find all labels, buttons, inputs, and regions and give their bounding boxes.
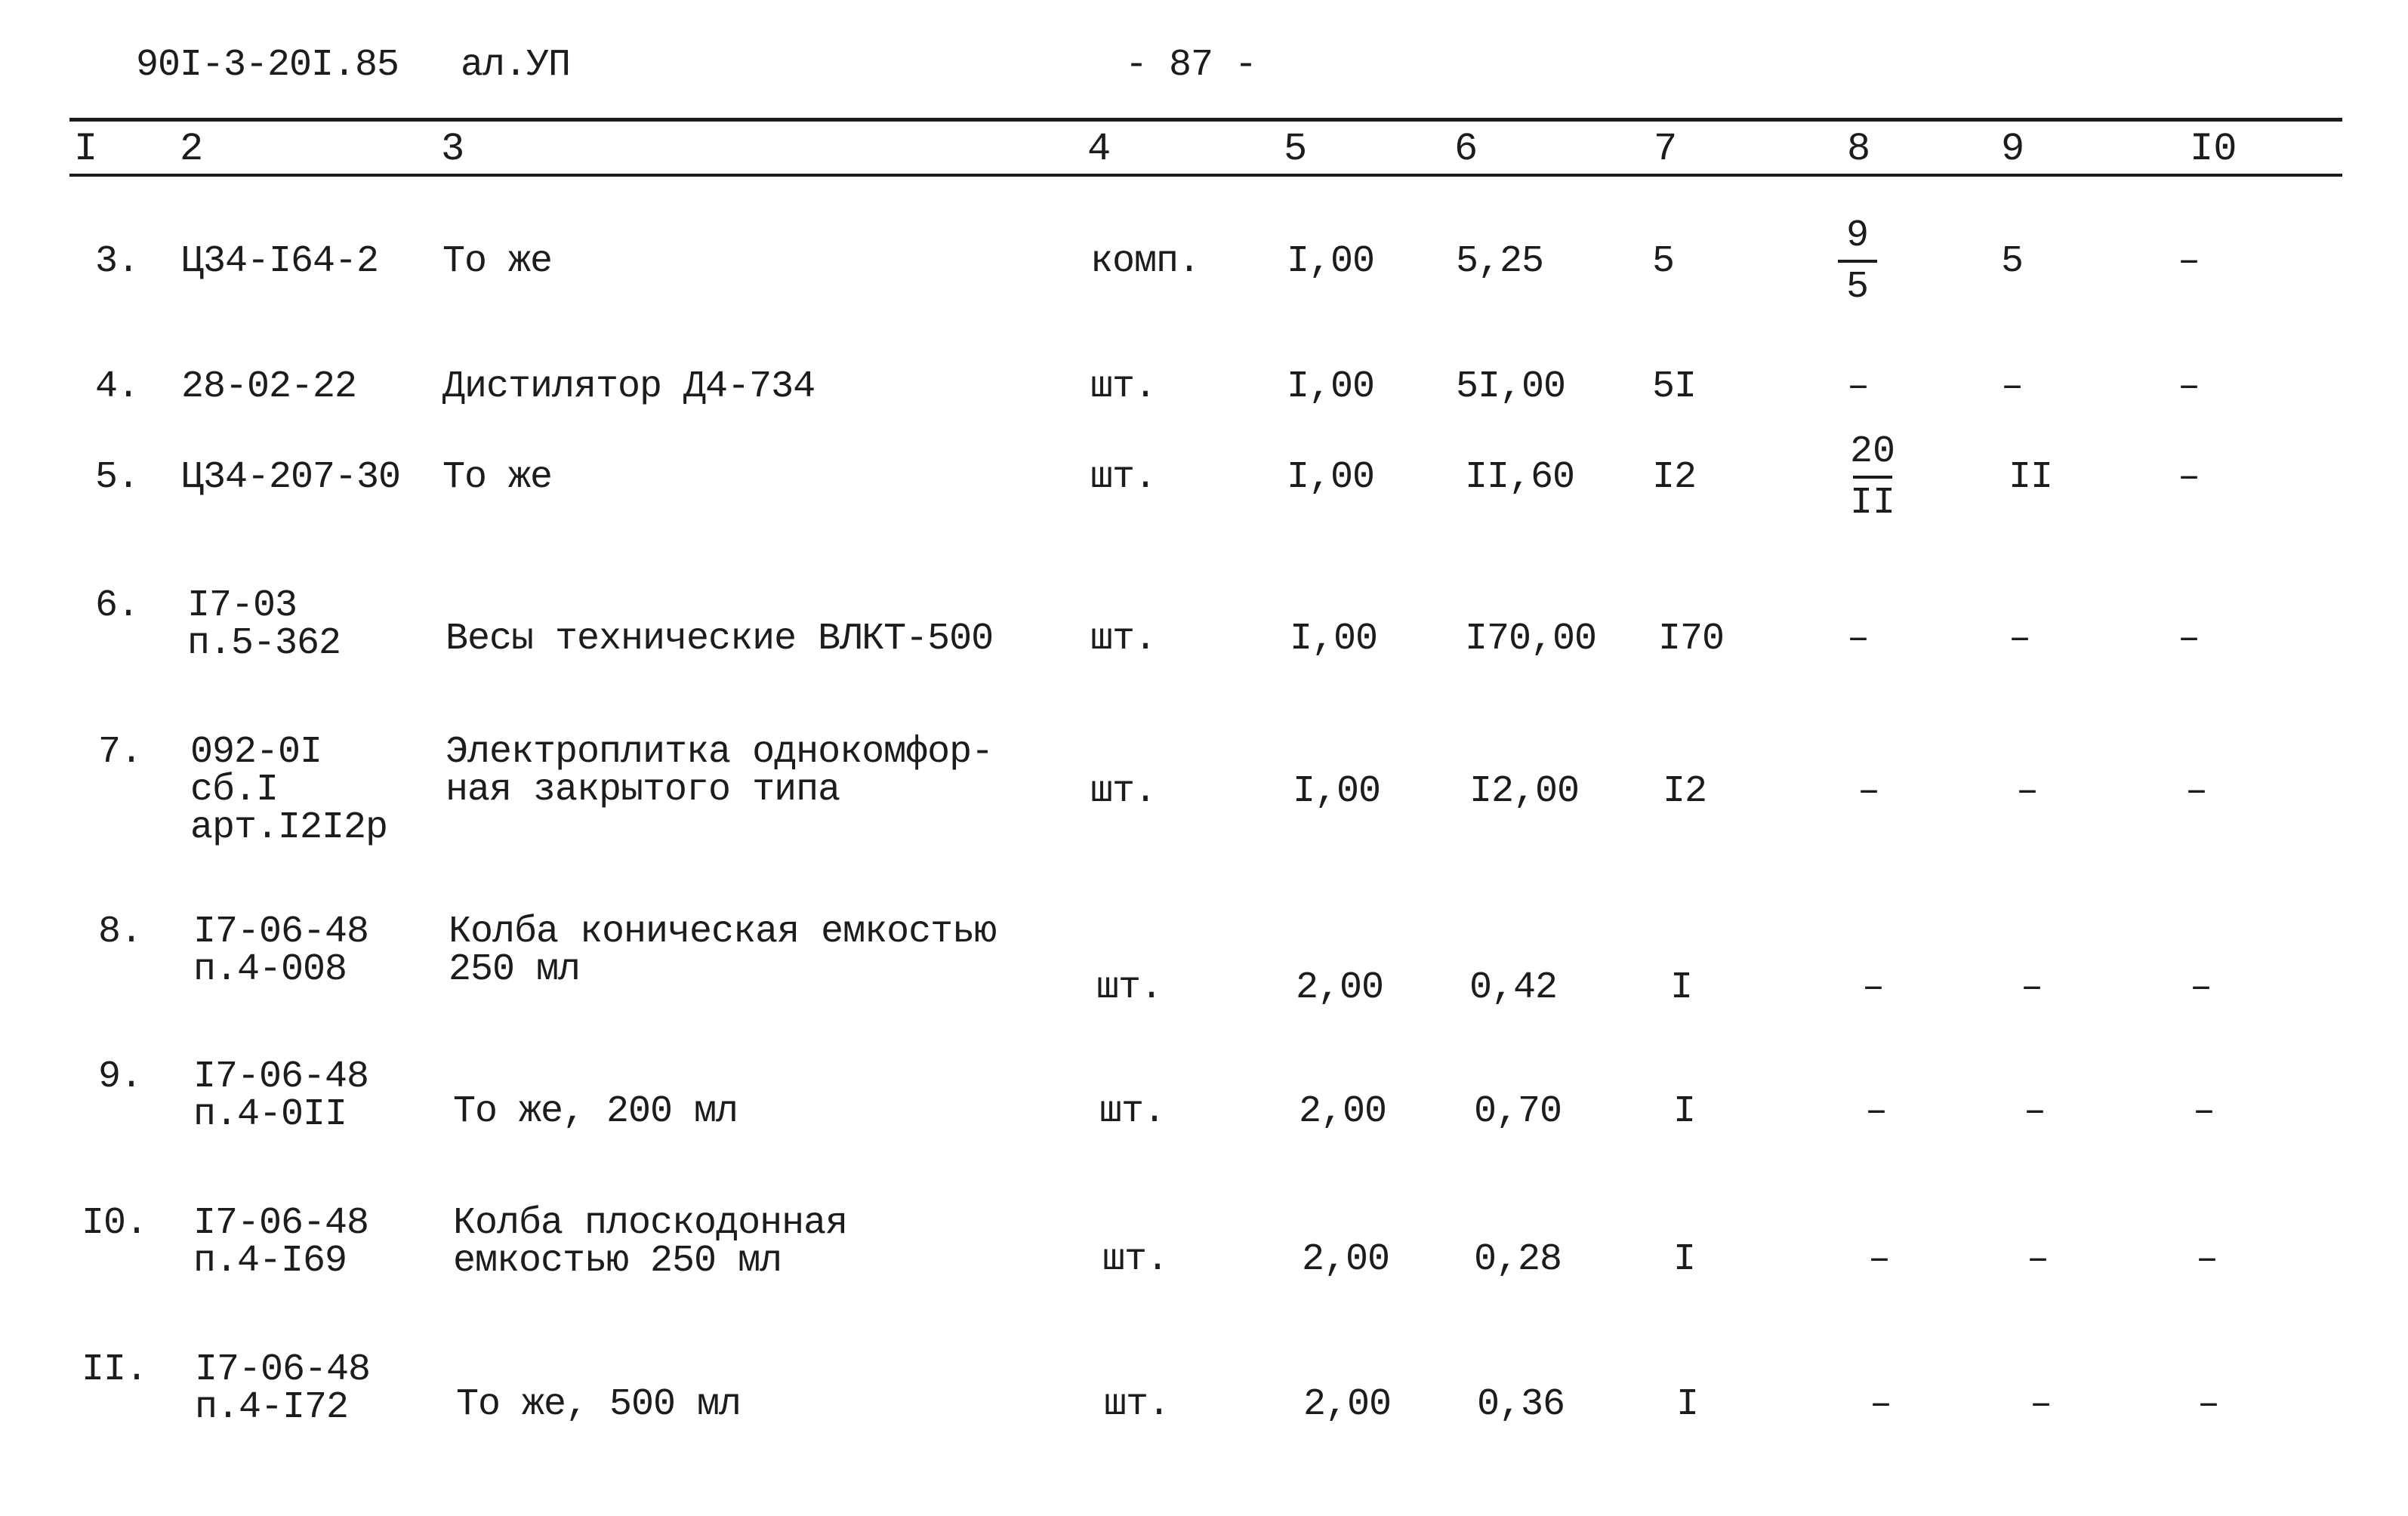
unit-price: 0,70 xyxy=(1474,1090,1562,1133)
unit-price: 5I,00 xyxy=(1456,365,1566,408)
total: 5I xyxy=(1652,365,1697,408)
item-name-line: ная закрытого типа xyxy=(446,769,840,812)
item-code xyxy=(187,584,341,665)
item-name xyxy=(446,731,994,812)
item-code xyxy=(193,911,369,991)
item-name-line: То же xyxy=(442,240,553,283)
fraction-numerator: 9 xyxy=(1845,214,1869,257)
col9-value: – xyxy=(2016,770,2040,813)
total: I70 xyxy=(1658,618,1725,661)
item-code-line: 28-02-22 xyxy=(181,365,357,408)
item-code-line: Ц34-I64-2 xyxy=(181,240,379,283)
col8-value: – xyxy=(1858,770,1881,813)
item-name xyxy=(442,456,553,499)
col9-value: – xyxy=(2024,1090,2047,1133)
row-number: 6. xyxy=(95,584,140,627)
item-code-line: п.5-362 xyxy=(187,622,341,665)
row-number: 3. xyxy=(95,240,140,283)
unit-price: 0,36 xyxy=(1477,1383,1565,1426)
item-code-line: 092-0I xyxy=(190,731,322,774)
album-label: ал.УП xyxy=(461,44,571,87)
item-code-line: п.4-008 xyxy=(193,948,347,991)
col10-value: – xyxy=(2197,1383,2221,1426)
item-code-line: арт.I2I2р xyxy=(190,806,388,849)
unit: шт. xyxy=(1099,1090,1166,1133)
item-code-line: I7-06-48 xyxy=(193,911,369,954)
col8-value: – xyxy=(1865,1090,1888,1133)
unit-price: 0,42 xyxy=(1469,966,1558,1009)
col9-value: – xyxy=(2021,966,2044,1009)
unit: шт. xyxy=(1096,966,1163,1009)
column-number-4: 4 xyxy=(1087,127,1112,171)
quantity: I,00 xyxy=(1287,456,1375,499)
item-name-line: Весы технические ВЛКТ-500 xyxy=(446,618,994,661)
item-name xyxy=(442,365,816,408)
item-name-line: 250 мл xyxy=(449,948,581,991)
unit: шт. xyxy=(1090,618,1157,661)
item-name xyxy=(453,1202,848,1283)
column-number-1: I xyxy=(74,127,98,171)
item-name xyxy=(456,1383,742,1426)
fraction-col8 xyxy=(1842,430,1903,525)
unit-price: I2,00 xyxy=(1469,770,1580,813)
col10-value: – xyxy=(2178,618,2201,661)
quantity: 2,00 xyxy=(1299,1090,1387,1133)
item-code xyxy=(195,1348,371,1429)
quantity: 2,00 xyxy=(1302,1238,1390,1281)
item-code-line: I7-06-48 xyxy=(193,1055,369,1098)
column-number-10: I0 xyxy=(2190,127,2237,171)
total: I xyxy=(1670,966,1693,1009)
item-code-line: I7-03 xyxy=(187,584,298,627)
unit-price: 5,25 xyxy=(1456,240,1544,283)
col10-value: – xyxy=(2178,365,2201,408)
fraction-col8 xyxy=(1827,214,1888,309)
total: I xyxy=(1676,1383,1699,1426)
item-code xyxy=(190,731,388,849)
item-code xyxy=(193,1055,369,1136)
column-number-3: 3 xyxy=(441,127,465,171)
unit: шт. xyxy=(1090,456,1157,499)
quantity: 2,00 xyxy=(1303,1383,1392,1426)
item-code xyxy=(181,240,379,283)
item-name-line: Колба плоскодонная xyxy=(453,1202,848,1245)
total: I xyxy=(1673,1238,1696,1281)
item-name xyxy=(453,1090,738,1133)
item-code xyxy=(193,1202,369,1283)
col9-value: – xyxy=(2009,618,2032,661)
col9-value: – xyxy=(2027,1238,2050,1281)
fraction-numerator: 20 xyxy=(1849,430,1895,473)
col10-value: – xyxy=(2196,1238,2219,1281)
item-code-line: I7-06-48 xyxy=(195,1348,371,1391)
total: I2 xyxy=(1652,456,1697,499)
unit-price: I70,00 xyxy=(1465,618,1597,661)
item-code xyxy=(181,456,401,499)
row-number: 4. xyxy=(95,365,140,408)
col8-value: – xyxy=(1862,966,1885,1009)
column-number-8: 8 xyxy=(1847,127,1871,171)
quantity: 2,00 xyxy=(1296,966,1384,1009)
row-number: I0. xyxy=(82,1202,148,1245)
unit-price: II,60 xyxy=(1465,456,1575,499)
row-number: 7. xyxy=(98,731,143,774)
row-number: II. xyxy=(82,1348,148,1391)
col10-value: – xyxy=(2178,240,2201,283)
total: 5 xyxy=(1652,240,1675,283)
item-code-line: сб.I xyxy=(190,769,279,812)
column-number-9: 9 xyxy=(2001,127,2025,171)
col8-value: – xyxy=(1847,618,1870,661)
item-code-line: I7-06-48 xyxy=(193,1202,369,1245)
item-name-line: То же, 500 мл xyxy=(456,1383,742,1426)
total: I xyxy=(1673,1090,1696,1133)
row-number: 8. xyxy=(98,911,143,954)
item-code-line: п.4-I72 xyxy=(195,1386,349,1429)
header-bottom-rule xyxy=(69,174,2342,177)
col10-value: – xyxy=(2190,966,2213,1009)
fraction-denominator: II xyxy=(1849,482,1895,525)
item-name xyxy=(446,618,994,661)
col9-value: – xyxy=(2001,365,2024,408)
col9-value: – xyxy=(2030,1383,2053,1426)
page-number: - 87 - xyxy=(1125,44,1257,87)
quantity: I,00 xyxy=(1287,240,1375,283)
item-name xyxy=(442,240,553,283)
row-number: 5. xyxy=(95,456,140,499)
item-code xyxy=(181,365,357,408)
quantity: I,00 xyxy=(1290,618,1378,661)
col8-value: – xyxy=(1847,365,1870,408)
item-code-line: Ц34-207-30 xyxy=(181,456,401,499)
quantity: I,00 xyxy=(1287,365,1375,408)
column-number-6: 6 xyxy=(1454,127,1478,171)
item-name-line: То же xyxy=(442,456,553,499)
column-number-5: 5 xyxy=(1284,127,1308,171)
unit: шт. xyxy=(1104,1383,1170,1426)
item-name-line: Колба коническая емкостью xyxy=(449,911,997,954)
unit: шт. xyxy=(1102,1238,1169,1281)
unit: шт. xyxy=(1090,770,1157,813)
col10-value: – xyxy=(2193,1090,2216,1133)
unit: шт. xyxy=(1090,365,1157,408)
quantity: I,00 xyxy=(1293,770,1381,813)
col10-value: – xyxy=(2185,770,2209,813)
column-number-7: 7 xyxy=(1654,127,1678,171)
total: I2 xyxy=(1663,770,1707,813)
item-name-line: То же, 200 мл xyxy=(453,1090,738,1133)
item-name xyxy=(449,911,997,991)
item-name-line: емкостью 250 мл xyxy=(453,1240,782,1283)
document-code: 90I-3-20I.85 xyxy=(136,44,399,87)
item-code-line: п.4-0II xyxy=(193,1093,347,1136)
col9-value: II xyxy=(2009,456,2053,499)
col10-value: – xyxy=(2178,456,2201,499)
item-code-line: п.4-I69 xyxy=(193,1240,347,1283)
col8-value: – xyxy=(1868,1238,1892,1281)
col9-value: 5 xyxy=(2001,240,2024,283)
item-name-line: Электроплитка однокомфор- xyxy=(446,731,994,774)
col8-value: – xyxy=(1870,1383,1893,1426)
column-number-2: 2 xyxy=(180,127,204,171)
row-number: 9. xyxy=(98,1055,143,1098)
item-name-line: Дистилятор Д4-734 xyxy=(442,365,816,408)
fraction-denominator: 5 xyxy=(1845,266,1869,309)
unit: комп. xyxy=(1090,240,1201,283)
unit-price: 0,28 xyxy=(1474,1238,1562,1281)
